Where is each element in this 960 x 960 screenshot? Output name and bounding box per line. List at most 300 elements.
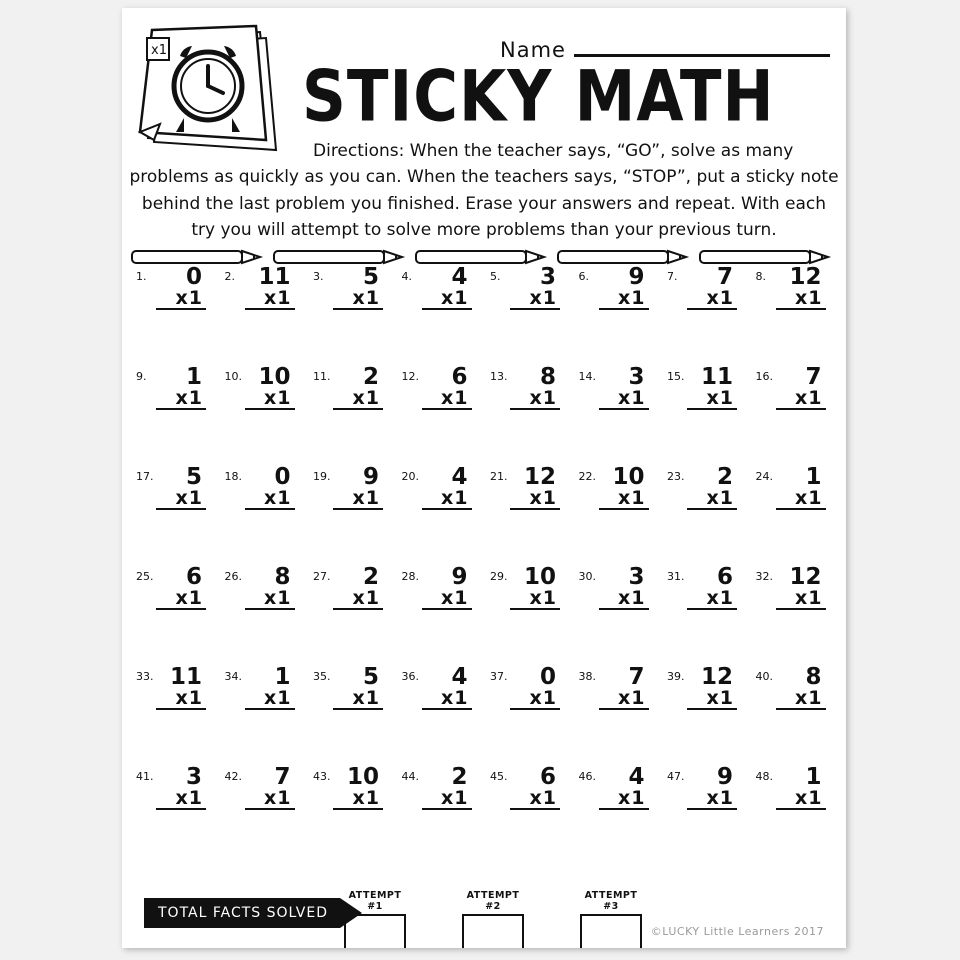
problem-multiplicand: 7 [805, 364, 822, 390]
problem-multiplicand: 4 [628, 764, 645, 790]
problem-number: 27. [313, 570, 331, 583]
problem-cell [661, 366, 750, 466]
problem-cell [219, 266, 308, 366]
multiplication-problem[interactable] [510, 366, 560, 410]
multiplication-problem[interactable] [245, 666, 295, 710]
multiply-operator: x [441, 787, 454, 809]
problem-number: 9. [136, 370, 147, 383]
problem-multiplicand: 3 [539, 264, 556, 290]
problem-multiplicand: 1 [805, 464, 822, 490]
problem-multiplicand: 4 [451, 464, 468, 490]
problem-multiplicand: 1 [185, 364, 202, 390]
problem-cell [396, 466, 485, 566]
multiply-operator: x [529, 787, 542, 809]
problem-operator-multiplier [776, 288, 826, 310]
problem-multiplier: 1 [454, 787, 468, 809]
problem-multiplicand: 12 [789, 264, 822, 290]
multiplication-problem[interactable] [333, 266, 383, 310]
attempt-1-label: ATTEMPT #1 [348, 890, 402, 912]
problem-multiplier: 1 [188, 687, 202, 709]
name-label: Name [500, 38, 566, 62]
problem-cell [130, 766, 219, 866]
problem-multiplicand: 2 [362, 564, 379, 590]
problem-operator-multiplier [422, 288, 472, 310]
directions-text [128, 138, 840, 243]
problem-multiplier: 1 [719, 387, 733, 409]
multiplication-problem[interactable] [599, 666, 649, 710]
attempt-2-box[interactable] [462, 914, 524, 948]
problem-cell [661, 266, 750, 366]
problem-multiplicand: 6 [185, 564, 202, 590]
worksheet-page [122, 8, 846, 948]
page-title: STICKY MATH [302, 56, 775, 138]
problem-multiplier: 1 [277, 287, 291, 309]
problem-operator-multiplier [333, 588, 383, 610]
multiplication-problem[interactable] [776, 466, 826, 510]
problem-operator-multiplier [510, 688, 560, 710]
multiplication-problem[interactable] [776, 266, 826, 310]
multiply-operator: x [618, 787, 631, 809]
multiplication-problem[interactable] [333, 566, 383, 610]
problem-operator-multiplier [776, 488, 826, 510]
multiplication-problem[interactable] [510, 766, 560, 810]
directions-line-4: try you will attempt to solve more problems than your previous turn. [191, 220, 777, 241]
problem-multiplicand: 1 [805, 764, 822, 790]
problem-number: 7. [667, 270, 678, 283]
multiplication-problem[interactable] [156, 466, 206, 510]
multiplication-problem[interactable] [422, 566, 472, 610]
problem-number: 15. [667, 370, 685, 383]
problem-operator-multiplier [510, 388, 560, 410]
attempt-1 [344, 890, 406, 948]
problem-multiplicand: 12 [789, 564, 822, 590]
problem-number: 1. [136, 270, 147, 283]
problem-multiplier: 1 [454, 687, 468, 709]
multiplication-problem[interactable] [687, 766, 737, 810]
problem-number: 34. [224, 670, 242, 683]
multiplication-problem[interactable] [599, 766, 649, 810]
problem-multiplier: 1 [542, 687, 556, 709]
attempt-3 [580, 890, 642, 948]
problem-operator-multiplier [599, 588, 649, 610]
problem-number: 29. [490, 570, 508, 583]
problem-operator-multiplier [156, 488, 206, 510]
problem-multiplicand: 8 [539, 364, 556, 390]
problem-multiplicand: 12 [700, 664, 733, 690]
multiply-operator: x [795, 787, 808, 809]
attempt-3-label: ATTEMPT #3 [584, 890, 638, 912]
pencil-icon [132, 251, 260, 263]
problem-operator-multiplier [776, 588, 826, 610]
problem-cell [396, 766, 485, 866]
multiplication-problem[interactable] [510, 666, 560, 710]
problem-multiplicand: 3 [628, 364, 645, 390]
problem-multiplicand: 7 [716, 264, 733, 290]
problem-cell [573, 766, 662, 866]
problem-cell [750, 466, 839, 566]
problem-operator-multiplier [510, 588, 560, 610]
problem-multiplier: 1 [277, 787, 291, 809]
problem-number: 43. [313, 770, 331, 783]
multiply-operator: x [795, 587, 808, 609]
problem-number: 20. [401, 470, 419, 483]
problem-multiplier: 1 [365, 487, 379, 509]
multiplication-problem[interactable] [510, 466, 560, 510]
multiply-operator: x [352, 287, 365, 309]
problem-multiplier: 1 [365, 587, 379, 609]
multiplication-problem[interactable] [510, 266, 560, 310]
problem-number: 5. [490, 270, 501, 283]
multiply-operator: x [795, 487, 808, 509]
multiply-operator: x [618, 687, 631, 709]
problem-multiplier: 1 [454, 287, 468, 309]
problem-multiplier: 1 [365, 387, 379, 409]
problem-number: 24. [755, 470, 773, 483]
problem-cell [573, 466, 662, 566]
problem-operator-multiplier [156, 588, 206, 610]
multiply-operator: x [264, 587, 277, 609]
problem-number: 13. [490, 370, 508, 383]
multiplication-problem[interactable] [599, 366, 649, 410]
multiplication-problem[interactable] [333, 366, 383, 410]
multiplication-problem[interactable] [156, 366, 206, 410]
problem-number: 39. [667, 670, 685, 683]
problem-operator-multiplier [333, 488, 383, 510]
multiplication-problem[interactable] [687, 466, 737, 510]
multiplication-problem[interactable] [422, 366, 472, 410]
problem-number: 33. [136, 670, 154, 683]
problem-cell [396, 566, 485, 666]
problem-cell [484, 466, 573, 566]
problem-operator-multiplier [422, 388, 472, 410]
problem-multiplicand: 11 [258, 264, 291, 290]
problem-multiplicand: 2 [362, 364, 379, 390]
problem-number: 46. [578, 770, 596, 783]
problem-cell [484, 266, 573, 366]
multiplication-problem[interactable] [156, 566, 206, 610]
multiplication-problem[interactable] [422, 466, 472, 510]
problem-operator-multiplier [599, 788, 649, 810]
problem-cell [396, 266, 485, 366]
pencil-icon [274, 251, 402, 263]
problem-multiplier: 1 [365, 787, 379, 809]
problem-number: 40. [755, 670, 773, 683]
problem-operator-multiplier [510, 288, 560, 310]
problem-operator-multiplier [599, 388, 649, 410]
problem-multiplicand: 5 [362, 664, 379, 690]
problem-operator-multiplier [599, 488, 649, 510]
problem-number: 12. [401, 370, 419, 383]
multiply-operator: x [352, 687, 365, 709]
problem-multiplier: 1 [631, 587, 645, 609]
problem-multiplier: 1 [277, 687, 291, 709]
problem-operator-multiplier [687, 788, 737, 810]
problem-multiplier: 1 [188, 587, 202, 609]
pencil-icon [558, 251, 686, 263]
multiplication-problem[interactable] [776, 666, 826, 710]
problem-operator-multiplier [422, 688, 472, 710]
multiplication-problem[interactable] [687, 266, 737, 310]
problem-multiplier: 1 [277, 487, 291, 509]
multiplication-problem[interactable] [156, 766, 206, 810]
multiplication-problem[interactable] [687, 366, 737, 410]
problem-operator-multiplier [687, 488, 737, 510]
multiply-operator: x [706, 287, 719, 309]
problem-operator-multiplier [510, 788, 560, 810]
problem-multiplier: 1 [454, 487, 468, 509]
problem-multiplier: 1 [808, 587, 822, 609]
attempt-3-box[interactable] [580, 914, 642, 948]
problem-multiplier: 1 [542, 287, 556, 309]
problem-number: 37. [490, 670, 508, 683]
multiply-operator: x [264, 687, 277, 709]
total-facts-solved-label: TOTAL FACTS SOLVED [144, 898, 340, 928]
problem-multiplicand: 10 [346, 764, 379, 790]
directions-line-1: Directions: When the teacher says, “GO”, solve as many [313, 141, 794, 161]
multiply-operator: x [175, 387, 188, 409]
problem-multiplicand: 6 [539, 764, 556, 790]
multiplication-problem[interactable] [422, 666, 472, 710]
problem-multiplicand: 2 [451, 764, 468, 790]
problem-cell [130, 466, 219, 566]
problem-multiplier: 1 [542, 787, 556, 809]
multiplication-problem[interactable] [687, 666, 737, 710]
multiply-operator: x [352, 787, 365, 809]
problem-number: 8. [755, 270, 766, 283]
multiply-operator: x [706, 487, 719, 509]
attempt-1-box[interactable] [344, 914, 406, 948]
problem-multiplicand: 6 [451, 364, 468, 390]
problem-operator-multiplier [245, 688, 295, 710]
problem-multiplier: 1 [277, 587, 291, 609]
problem-number: 35. [313, 670, 331, 683]
problem-multiplier: 1 [808, 487, 822, 509]
problem-operator-multiplier [245, 388, 295, 410]
multiply-operator: x [352, 587, 365, 609]
problem-operator-multiplier [422, 788, 472, 810]
problem-multiplier: 1 [365, 287, 379, 309]
multiplication-problem[interactable] [510, 566, 560, 610]
multiply-operator: x [706, 387, 719, 409]
problem-number: 44. [401, 770, 419, 783]
problem-cell [219, 466, 308, 566]
multiply-operator: x [529, 387, 542, 409]
pencil-icon [416, 251, 544, 263]
problem-multiplier: 1 [542, 587, 556, 609]
problem-multiplicand: 0 [539, 664, 556, 690]
problem-operator-multiplier [156, 288, 206, 310]
problem-multiplier: 1 [631, 787, 645, 809]
multiply-operator: x [618, 387, 631, 409]
problem-multiplier: 1 [454, 387, 468, 409]
problem-operator-multiplier [510, 488, 560, 510]
multiplication-problem[interactable] [333, 766, 383, 810]
problem-cell [484, 666, 573, 766]
problem-number: 6. [578, 270, 589, 283]
multiply-operator: x [706, 587, 719, 609]
problem-operator-multiplier [687, 688, 737, 710]
problem-operator-multiplier [776, 788, 826, 810]
multiply-operator: x [352, 487, 365, 509]
problem-multiplier: 1 [808, 287, 822, 309]
directions-line-3: behind the last problem you finished. Erase your answers and repeat. With each [141, 193, 827, 214]
problem-operator-multiplier [156, 688, 206, 710]
problem-cell [219, 766, 308, 866]
problem-multiplicand: 3 [185, 764, 202, 790]
multiplication-problem[interactable] [599, 466, 649, 510]
multiply-operator: x [175, 287, 188, 309]
problem-multiplicand: 6 [716, 564, 733, 590]
problem-cell [484, 766, 573, 866]
multiplication-problem[interactable] [156, 266, 206, 310]
multiply-operator: x [795, 287, 808, 309]
multiplication-problem[interactable] [422, 766, 472, 810]
attempt-2-label: ATTEMPT #2 [466, 890, 520, 912]
problem-grid [130, 266, 838, 866]
multiply-operator: x [529, 687, 542, 709]
problem-multiplicand: 0 [185, 264, 202, 290]
multiply-operator: x [795, 687, 808, 709]
problem-operator-multiplier [333, 288, 383, 310]
multiplication-problem[interactable] [333, 466, 383, 510]
problem-operator-multiplier [687, 388, 737, 410]
problem-cell [573, 266, 662, 366]
problem-multiplicand: 9 [716, 764, 733, 790]
problem-operator-multiplier [245, 588, 295, 610]
problem-cell [130, 666, 219, 766]
problem-operator-multiplier [245, 288, 295, 310]
copyright-credit: ©LUCKY Little Learners 2017 [650, 925, 824, 938]
problem-number: 31. [667, 570, 685, 583]
problem-number: 2. [224, 270, 235, 283]
multiplication-problem[interactable] [599, 566, 649, 610]
problem-multiplicand: 10 [523, 564, 556, 590]
multiplication-problem[interactable] [776, 766, 826, 810]
problem-operator-multiplier [156, 788, 206, 810]
problem-multiplicand: 10 [612, 464, 645, 490]
multiplication-problem[interactable] [245, 766, 295, 810]
problem-cell [661, 666, 750, 766]
multiply-operator: x [618, 287, 631, 309]
multiplication-problem[interactable] [776, 366, 826, 410]
svg-text:x1: x1 [151, 43, 167, 58]
problem-cell [573, 566, 662, 666]
multiply-operator: x [618, 487, 631, 509]
multiply-operator: x [352, 387, 365, 409]
problem-cell [573, 666, 662, 766]
problem-number: 36. [401, 670, 419, 683]
multiply-operator: x [706, 787, 719, 809]
multiply-operator: x [175, 687, 188, 709]
problem-multiplicand: 5 [185, 464, 202, 490]
problem-multiplier: 1 [631, 687, 645, 709]
problem-cell [396, 366, 485, 466]
problem-number: 16. [755, 370, 773, 383]
multiply-operator: x [264, 387, 277, 409]
problem-multiplier: 1 [808, 687, 822, 709]
total-facts-solved-banner [144, 898, 362, 928]
multiply-operator: x [529, 287, 542, 309]
problem-cell [307, 466, 396, 566]
problem-number: 48. [755, 770, 773, 783]
problem-number: 28. [401, 570, 419, 583]
multiplication-problem[interactable] [687, 566, 737, 610]
problem-multiplicand: 9 [628, 264, 645, 290]
multiply-operator: x [795, 387, 808, 409]
problem-cell [573, 366, 662, 466]
problem-operator-multiplier [776, 688, 826, 710]
problem-multiplier: 1 [631, 287, 645, 309]
multiplication-problem[interactable] [156, 666, 206, 710]
problem-number: 25. [136, 570, 154, 583]
problem-multiplier: 1 [719, 687, 733, 709]
problem-cell [484, 566, 573, 666]
problem-cell [219, 666, 308, 766]
problem-operator-multiplier [333, 788, 383, 810]
problem-multiplicand: 9 [451, 564, 468, 590]
multiply-operator: x [441, 487, 454, 509]
problem-number: 18. [224, 470, 242, 483]
multiplication-problem[interactable] [333, 666, 383, 710]
problem-multiplicand: 5 [362, 264, 379, 290]
problem-number: 42. [224, 770, 242, 783]
problem-cell [661, 466, 750, 566]
multiplication-problem[interactable] [776, 566, 826, 610]
problem-multiplicand: 11 [700, 364, 733, 390]
problem-number: 23. [667, 470, 685, 483]
problem-cell [750, 666, 839, 766]
multiplication-problem[interactable] [245, 266, 295, 310]
problem-number: 32. [755, 570, 773, 583]
problem-cell [307, 766, 396, 866]
problem-multiplier: 1 [719, 787, 733, 809]
problem-multiplicand: 1 [274, 664, 291, 690]
problem-cell [130, 366, 219, 466]
multiplication-problem[interactable] [245, 566, 295, 610]
multiplication-problem[interactable] [245, 466, 295, 510]
multiplication-problem[interactable] [599, 266, 649, 310]
problem-operator-multiplier [333, 688, 383, 710]
problem-multiplier: 1 [188, 487, 202, 509]
multiplication-problem[interactable] [245, 366, 295, 410]
problem-multiplicand: 8 [805, 664, 822, 690]
multiply-operator: x [706, 687, 719, 709]
attempt-2 [462, 890, 524, 948]
multiplication-problem[interactable] [422, 266, 472, 310]
problem-cell [750, 566, 839, 666]
worksheet-footer [122, 884, 846, 948]
problem-cell [307, 366, 396, 466]
problem-multiplier: 1 [188, 787, 202, 809]
problem-number: 19. [313, 470, 331, 483]
problem-operator-multiplier [687, 288, 737, 310]
problem-multiplier: 1 [454, 587, 468, 609]
problem-multiplier: 1 [542, 487, 556, 509]
problem-number: 21. [490, 470, 508, 483]
problem-number: 41. [136, 770, 154, 783]
problem-multiplier: 1 [277, 387, 291, 409]
multiply-operator: x [264, 287, 277, 309]
multiply-operator: x [441, 387, 454, 409]
problem-cell [750, 766, 839, 866]
problem-number: 26. [224, 570, 242, 583]
problem-multiplier: 1 [719, 587, 733, 609]
problem-number: 14. [578, 370, 596, 383]
problem-multiplier: 1 [365, 687, 379, 709]
worksheet-header [122, 8, 846, 241]
multiply-operator: x [175, 587, 188, 609]
problem-cell [396, 666, 485, 766]
